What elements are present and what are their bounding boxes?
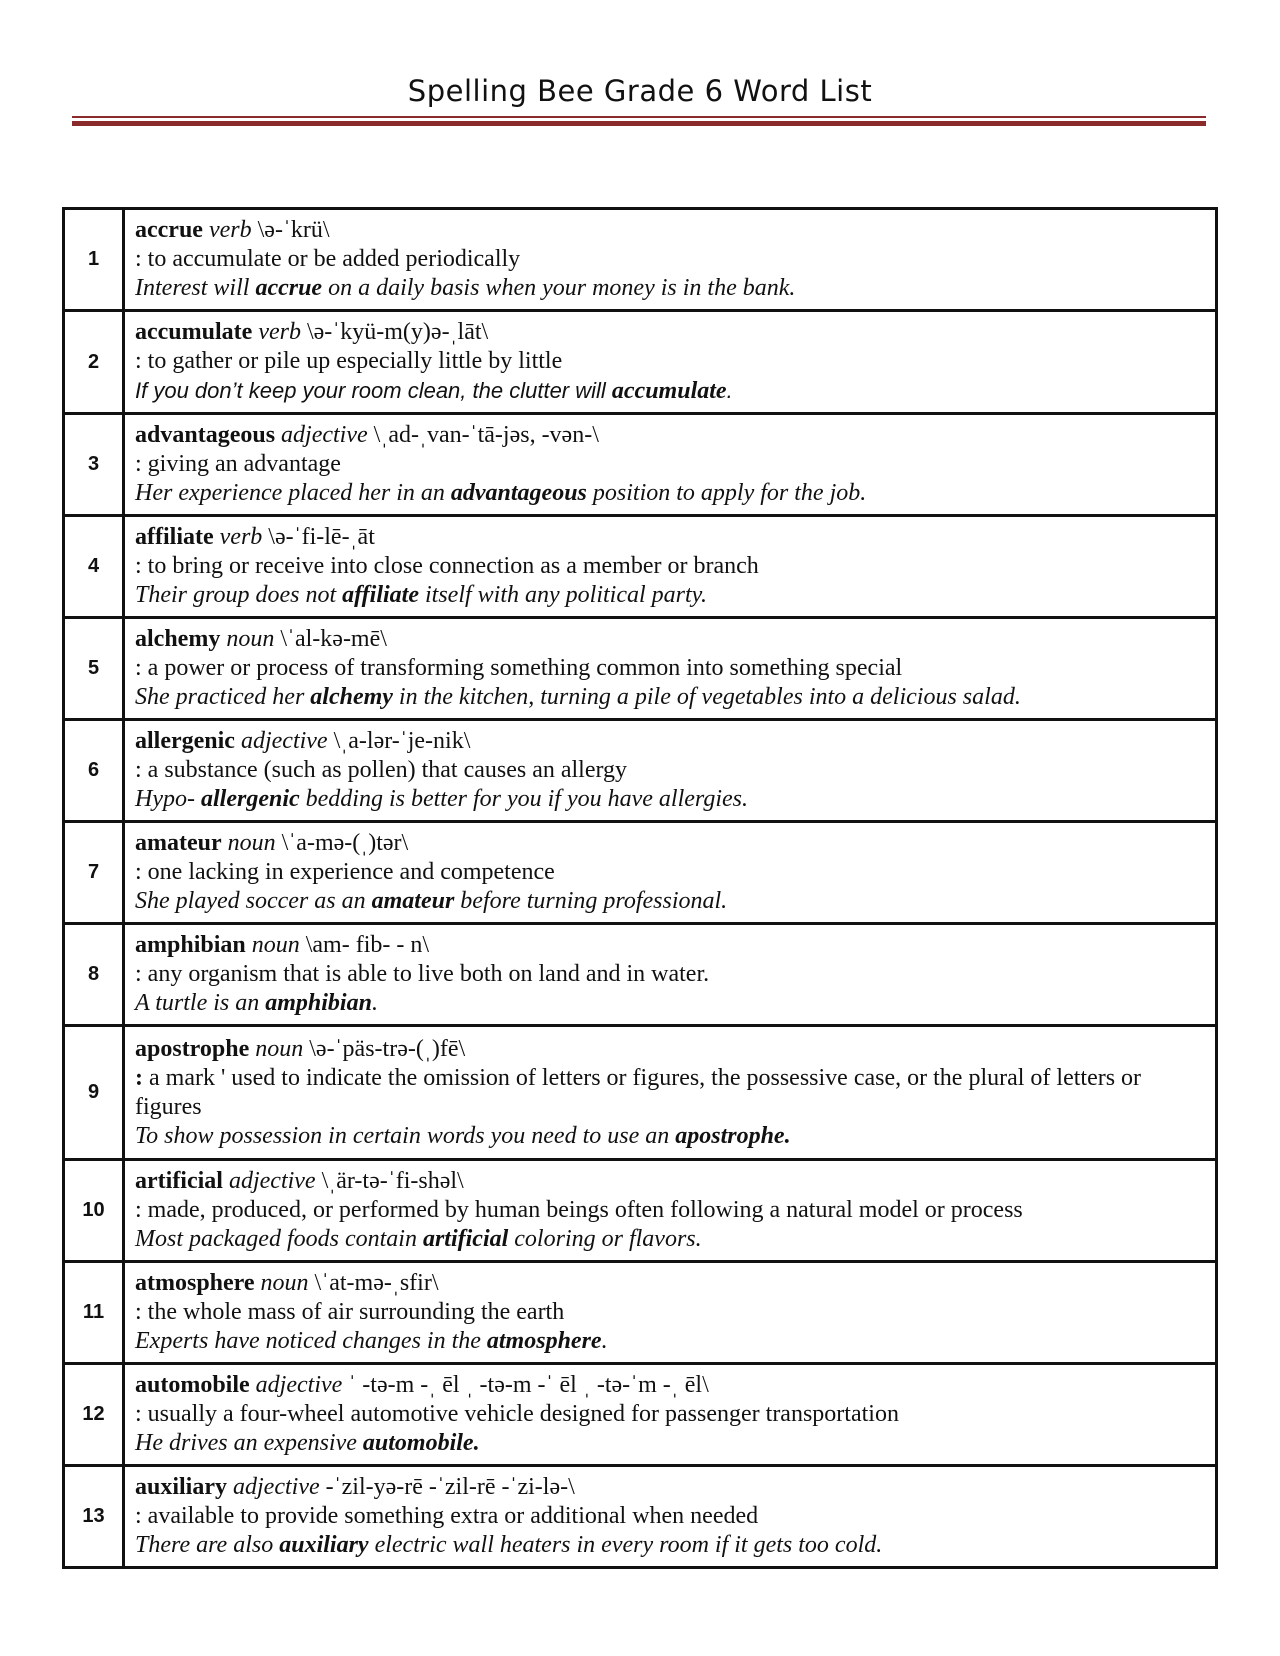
pronunciation: ˈ -tə-m -ˌ ēl ˌ -tə-m -ˈ ēl ˌ -tə-ˈm -ˌ ēl\ bbox=[342, 1372, 709, 1398]
part-of-speech: noun bbox=[251, 932, 300, 958]
table-row bbox=[64, 1026, 1217, 1160]
headword-line bbox=[135, 625, 1205, 654]
definition: : any organism that is able to live both on land and in water. bbox=[135, 961, 710, 987]
headword: atmosphere bbox=[135, 1270, 255, 1296]
example-sentence: He drives an expensive automobile. bbox=[135, 1430, 480, 1456]
example-sentence: Most packaged foods contain artificial coloring or flavors. bbox=[135, 1226, 702, 1252]
headword-line bbox=[135, 1473, 1205, 1502]
table-row bbox=[64, 516, 1217, 618]
entry-number: 1 bbox=[64, 209, 124, 311]
table-row bbox=[64, 209, 1217, 311]
entry-number: 6 bbox=[64, 720, 124, 822]
pronunciation: \ˈa-mə-(ˌ)tər\ bbox=[275, 830, 409, 856]
part-of-speech: noun bbox=[255, 1035, 304, 1062]
example-headword: auxiliary bbox=[279, 1532, 369, 1558]
table-row bbox=[64, 618, 1217, 720]
table-row bbox=[64, 1262, 1217, 1364]
example-sentence: Her experience placed her in an advantageous position to apply for the job. bbox=[135, 480, 867, 506]
headword-line bbox=[135, 1269, 1205, 1298]
pronunciation: \ə-ˈfi-lē-ˌāt bbox=[262, 524, 375, 550]
part-of-speech: adjective bbox=[255, 1372, 343, 1398]
headword: affiliate bbox=[135, 524, 214, 550]
example-headword: accumulate bbox=[611, 378, 727, 404]
part-of-speech: adjective bbox=[233, 1474, 320, 1500]
pronunciation: \ˌad-ˌvan-ˈtā-jəs, -vən-\ bbox=[367, 422, 599, 448]
example-sentence: To show possession in certain words you need to use an apostrophe. bbox=[135, 1122, 791, 1149]
entry-number: 12 bbox=[64, 1364, 124, 1466]
entry-number: 11 bbox=[64, 1262, 124, 1364]
headword: accrue bbox=[135, 217, 203, 243]
definition: : one lacking in experience and competence bbox=[135, 859, 555, 885]
entry-cell bbox=[124, 618, 1217, 720]
example-sentence: Hypo- allergenic bedding is better for you if you have allergies. bbox=[135, 786, 748, 812]
entry-number: 10 bbox=[64, 1160, 124, 1262]
entry-number: 2 bbox=[64, 311, 124, 414]
headword: auxiliary bbox=[135, 1474, 228, 1500]
headword: amateur bbox=[135, 830, 222, 856]
headword-line bbox=[135, 1371, 1205, 1400]
headword-line bbox=[135, 931, 1205, 960]
headword-line bbox=[135, 1035, 1205, 1064]
definition: : to accumulate or be added periodically bbox=[135, 246, 521, 272]
definition: : giving an advantage bbox=[135, 451, 341, 477]
entry-cell bbox=[124, 1364, 1217, 1466]
example-headword: automobile. bbox=[362, 1430, 480, 1456]
definition: : a substance (such as pollen) that causes an allergy bbox=[135, 757, 628, 783]
entry-cell bbox=[124, 822, 1217, 924]
part-of-speech: noun bbox=[260, 1270, 309, 1296]
example-headword: apostrophe. bbox=[675, 1122, 791, 1149]
part-of-speech: noun bbox=[227, 830, 276, 856]
entry-number: 5 bbox=[64, 618, 124, 720]
table-row bbox=[64, 1160, 1217, 1262]
part-of-speech: noun bbox=[226, 626, 275, 652]
pronunciation: \ˌär-tə-ˈfi-shəl\ bbox=[315, 1168, 464, 1194]
headword: artificial bbox=[135, 1168, 223, 1194]
example-sentence: Their group does not affiliate itself with any political party. bbox=[135, 582, 707, 608]
table-row bbox=[64, 1466, 1217, 1568]
entry-number: 4 bbox=[64, 516, 124, 618]
headword-line bbox=[135, 318, 1205, 347]
example-sentence: There are also auxiliary electric wall heaters in every room if it gets too cold. bbox=[135, 1532, 883, 1558]
entry-number: 8 bbox=[64, 924, 124, 1026]
definition: : to gather or pile up especially little by little bbox=[135, 348, 563, 374]
headword: alchemy bbox=[135, 626, 221, 652]
page-title: Spelling Bee Grade 6 Word List bbox=[407, 74, 873, 108]
headword: advantageous bbox=[135, 422, 276, 448]
entry-number: 13 bbox=[64, 1466, 124, 1568]
headword: accumulate bbox=[135, 319, 253, 345]
definition: : a power or process of transforming something common into something special bbox=[135, 655, 903, 681]
example-headword: accrue bbox=[255, 275, 323, 301]
headword-line bbox=[135, 216, 1205, 245]
part-of-speech: adjective bbox=[228, 1168, 316, 1194]
example-headword: allergenic bbox=[200, 786, 300, 812]
part-of-speech: adjective bbox=[281, 422, 368, 448]
part-of-speech: adjective bbox=[240, 728, 328, 754]
entry-cell bbox=[124, 924, 1217, 1026]
entry-cell bbox=[124, 311, 1217, 414]
headword-line bbox=[135, 727, 1205, 756]
entry-cell bbox=[124, 720, 1217, 822]
headword: automobile bbox=[135, 1372, 250, 1398]
headword-line bbox=[135, 1167, 1205, 1196]
part-of-speech: verb bbox=[208, 217, 252, 243]
headword-line bbox=[135, 829, 1205, 858]
example-sentence: If you don’t keep your room clean, the clutter will accumulate. bbox=[135, 378, 733, 404]
headword: apostrophe bbox=[135, 1035, 250, 1062]
title-divider bbox=[72, 116, 1206, 126]
example-headword: alchemy bbox=[310, 684, 393, 710]
entry-cell bbox=[124, 1026, 1217, 1160]
definition: : the whole mass of air surrounding the earth bbox=[135, 1299, 565, 1325]
example-sentence: Interest will accrue on a daily basis when your money is in the bank. bbox=[135, 275, 796, 301]
headword: allergenic bbox=[135, 728, 235, 754]
pronunciation: \ˌa-lər-ˈje-nik\ bbox=[327, 728, 471, 754]
example-headword: atmosphere bbox=[486, 1328, 602, 1354]
example-headword: amphibian bbox=[265, 990, 372, 1016]
pronunciation: \am- fib- - n\ bbox=[299, 932, 430, 958]
definition-colon: : bbox=[135, 1064, 143, 1091]
definition: : usually a four-wheel automotive vehicle designed for passenger transportation bbox=[135, 1401, 899, 1427]
definition: : available to provide something extra or additional when needed bbox=[135, 1503, 759, 1529]
example-sentence: She played soccer as an amateur before turning professional. bbox=[135, 888, 728, 914]
pronunciation: -ˈzil-yə-rē -ˈzil-rē -ˈzi-lə-\ bbox=[319, 1474, 575, 1500]
table-row bbox=[64, 924, 1217, 1026]
example-headword: affiliate bbox=[342, 582, 419, 608]
example-sentence: A turtle is an amphibian. bbox=[135, 990, 378, 1016]
entry-number: 3 bbox=[64, 414, 124, 516]
pronunciation: \ə-ˈkrü\ bbox=[251, 217, 330, 243]
entry-number: 7 bbox=[64, 822, 124, 924]
table-row bbox=[64, 822, 1217, 924]
example-headword: amateur bbox=[371, 888, 455, 914]
entry-cell bbox=[124, 209, 1217, 311]
example-sentence: She practiced her alchemy in the kitchen, turning a pile of vegetables into a delicious salad. bbox=[135, 684, 1021, 710]
example-headword: advantageous bbox=[450, 480, 587, 506]
table-row bbox=[64, 414, 1217, 516]
table-row bbox=[64, 311, 1217, 414]
part-of-speech: verb bbox=[258, 319, 301, 345]
example-headword: artificial bbox=[422, 1226, 509, 1252]
entry-cell bbox=[124, 1262, 1217, 1364]
table-row bbox=[64, 720, 1217, 822]
word-list-table bbox=[62, 207, 1218, 1569]
definition: : a mark ' used to indicate the omission of letters or figures, the possessive case, or the plural of letters or figures bbox=[135, 1064, 1142, 1120]
entry-number: 9 bbox=[64, 1026, 124, 1160]
pronunciation: \ˈat-mə-ˌsfir\ bbox=[308, 1270, 439, 1296]
entry-cell bbox=[124, 516, 1217, 618]
entry-cell bbox=[124, 1466, 1217, 1568]
headword-line bbox=[135, 523, 1205, 552]
definition: : to bring or receive into close connection as a member or branch bbox=[135, 553, 759, 579]
definition: : made, produced, or performed by human beings often following a natural model or process bbox=[135, 1197, 1023, 1223]
part-of-speech: verb bbox=[219, 524, 263, 550]
entry-cell bbox=[124, 1160, 1217, 1262]
pronunciation: \ˈal-kə-mē\ bbox=[274, 626, 387, 652]
entry-cell bbox=[124, 414, 1217, 516]
pronunciation: \ə-ˈkyü-m(y)ə-ˌlāt\ bbox=[300, 319, 489, 345]
headword-line bbox=[135, 421, 1205, 450]
pronunciation: \ə-ˈpäs-trə-(ˌ)fē\ bbox=[303, 1035, 466, 1062]
headword: amphibian bbox=[135, 932, 246, 958]
table-row bbox=[64, 1364, 1217, 1466]
example-sentence: Experts have noticed changes in the atmosphere. bbox=[135, 1328, 608, 1354]
